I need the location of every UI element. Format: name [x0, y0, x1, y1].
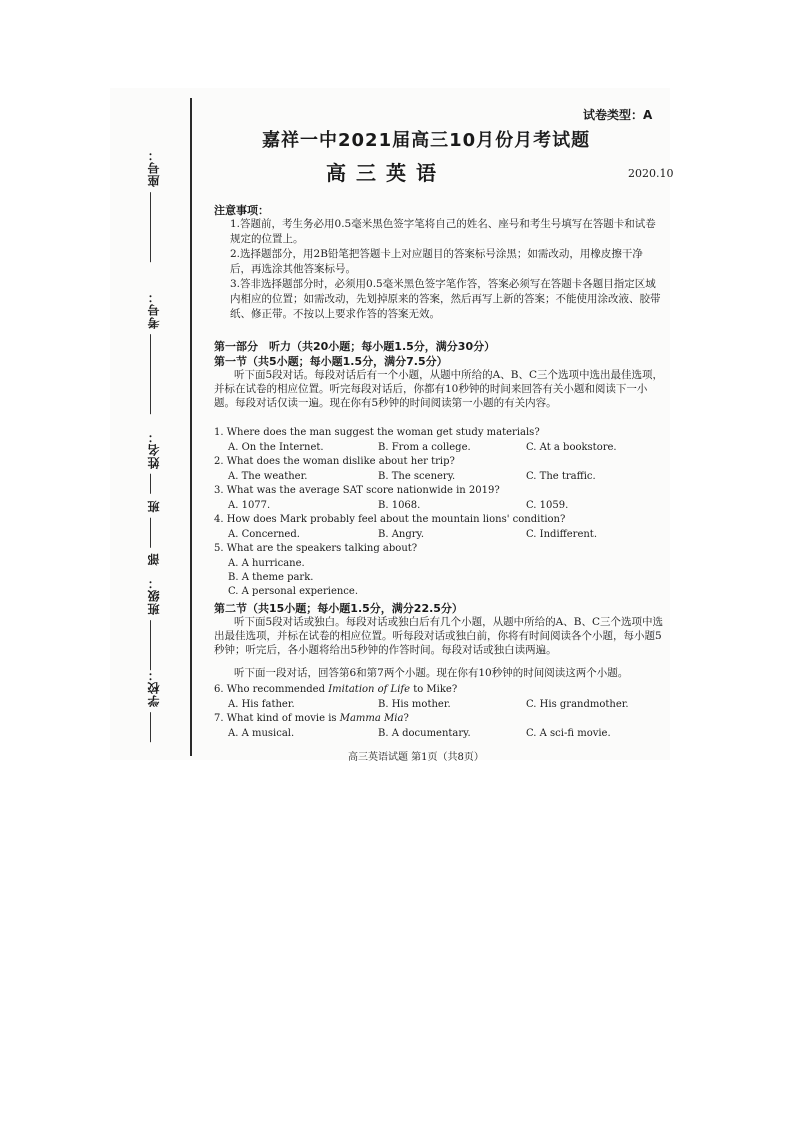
q1-option-b: B. From a college.	[378, 442, 471, 453]
seat-label: 座号：	[147, 148, 161, 187]
q1-option-c: C. At a bookstore.	[526, 442, 617, 453]
q6-option-a: A. His father.	[228, 699, 295, 710]
name-label: 姓名：	[147, 430, 161, 469]
paper-type: 试卷类型：A	[583, 108, 653, 122]
q4-option-b: B. Angry.	[378, 529, 425, 540]
seat-field	[145, 148, 162, 262]
school-label: 学校：	[147, 668, 161, 707]
section2-sub-instructions: 听下面一段对话，回答第6和第7两个小题。现在你有10秒钟的时间阅读这两个小题。	[234, 667, 629, 679]
question-6	[214, 684, 457, 695]
class-label: 班	[147, 499, 161, 513]
class-level-field	[145, 576, 162, 670]
q5-option-a: A. A hurricane.	[228, 558, 305, 569]
question-5: 5. What are the speakers talking about?	[214, 543, 418, 554]
q6-text-pre: 6. Who recommended	[214, 684, 329, 695]
name-field	[145, 430, 162, 566]
page-footer: 高三英语试题 第1页（共8页）	[348, 752, 484, 763]
q2-option-b: B. The scenery.	[378, 471, 456, 482]
q6-text-post: to Mike?	[410, 684, 458, 695]
department-label: 部	[147, 552, 161, 566]
section1-instructions: 听下面5段对话。每段对话后有一个小题，从题中所给的A、B、C三个选项中选出最佳选项，并标在试卷的相应位置。听完每段对话后，你都有10秒钟的时间来回答有关小题和阅读下一小题。每段对话仅读一遍。现在你有5秒钟的时间阅读第一小题的有关内容。	[214, 369, 664, 409]
question-1: 1. Where does the man suggest the woman get study materials?	[214, 427, 540, 438]
q1-option-a: A. On the Internet.	[228, 442, 324, 453]
question-2: 2. What does the woman dislike about her trip?	[214, 456, 455, 467]
section1-heading: 第一节（共5小题；每小题1.5分，满分7.5分）	[214, 355, 448, 368]
subject-title: 高三英语	[326, 161, 446, 185]
q3-option-c: C. 1059.	[526, 500, 569, 511]
notice-item-1: 1.答题前，考生务必用0.5毫米黑色签字笔将自己的姓名、座号和考生号填写在答题卡和试卷规定的位置上。	[230, 218, 656, 245]
exam-title: 嘉祥一中2021届高三10月份月考试题	[262, 130, 591, 151]
q4-option-a: A. Concerned.	[228, 529, 300, 540]
q7-title: Mamma Mia	[339, 713, 404, 724]
q4-option-c: C. Indifferent.	[526, 529, 598, 540]
exam-no-label: 考号：	[147, 290, 161, 329]
section2-heading: 第二节（共15小题；每小题1.5分，满分22.5分）	[214, 602, 463, 615]
q6-option-c: C. His grandmother.	[526, 699, 629, 710]
question-4: 4. How does Mark probably feel about the mountain lions' condition?	[214, 514, 566, 525]
part1-heading: 第一部分 听力（共20小题；每小题1.5分，满分30分）	[214, 340, 496, 353]
question-3: 3. What was the average SAT score nationwide in 2019?	[214, 485, 500, 496]
class-blank	[150, 474, 151, 494]
binding-line	[190, 98, 192, 756]
question-7	[214, 713, 409, 724]
seat-blank	[150, 192, 151, 262]
q2-option-c: C. The traffic.	[526, 471, 596, 482]
school-blank	[150, 712, 151, 742]
notice-item-2: 2.选择题部分，用2B铅笔把答题卡上对应题目的答案标号涂黑；如需改动，用橡皮擦干净后，再选涂其他答案标号。	[230, 248, 643, 275]
q2-option-a: A. The weather.	[228, 471, 308, 482]
q7-option-c: C. A sci-fi movie.	[526, 728, 611, 739]
school-field	[145, 668, 162, 742]
class-level-blank	[150, 620, 151, 670]
scanned-page	[110, 88, 670, 760]
q7-text-pre: 7. What kind of movie is	[214, 713, 340, 724]
q6-option-b: B. His mother.	[378, 699, 451, 710]
q5-option-c: C. A personal experience.	[228, 586, 358, 597]
q7-option-b: B. A documentary.	[378, 728, 471, 739]
q7-option-a: A. A musical.	[228, 728, 295, 739]
notice-item-3: 3.答非选择题部分时，必须用0.5毫米黑色签字笔作答，答案必须写在答题卡各题目指定区域内相应的位置；如需改动，先划掉原来的答案，然后再写上新的答案；不能使用涂改液、胶带纸、修正带。不按以上要求作答的答案无效。	[230, 278, 661, 320]
q7-text-post: ?	[403, 713, 409, 724]
exam-no-blank	[150, 334, 151, 414]
section2-instructions: 听下面5段对话或独白。每段对话或独白后有几个小题，从题中所给的A、B、C三个选项中选出最佳选项，并标在试卷的相应位置。听每段对话或独白前，你将有时间阅读各个小题，每小题5秒钟；听完后，各小题将给出5秒钟的作答时间。每段对话或独白读两遍。	[214, 616, 664, 656]
q3-option-b: B. 1068.	[378, 500, 421, 511]
exam-no-field	[145, 290, 162, 414]
q3-option-a: A. 1077.	[228, 500, 271, 511]
q5-option-b: B. A theme park.	[228, 572, 314, 583]
exam-date: 2020.10	[628, 167, 674, 180]
class-level-label: 班级：	[147, 576, 161, 615]
q6-title: Imitation of Life	[328, 684, 411, 695]
notice-heading: 注意事项：	[214, 204, 269, 217]
department-blank	[150, 518, 151, 548]
